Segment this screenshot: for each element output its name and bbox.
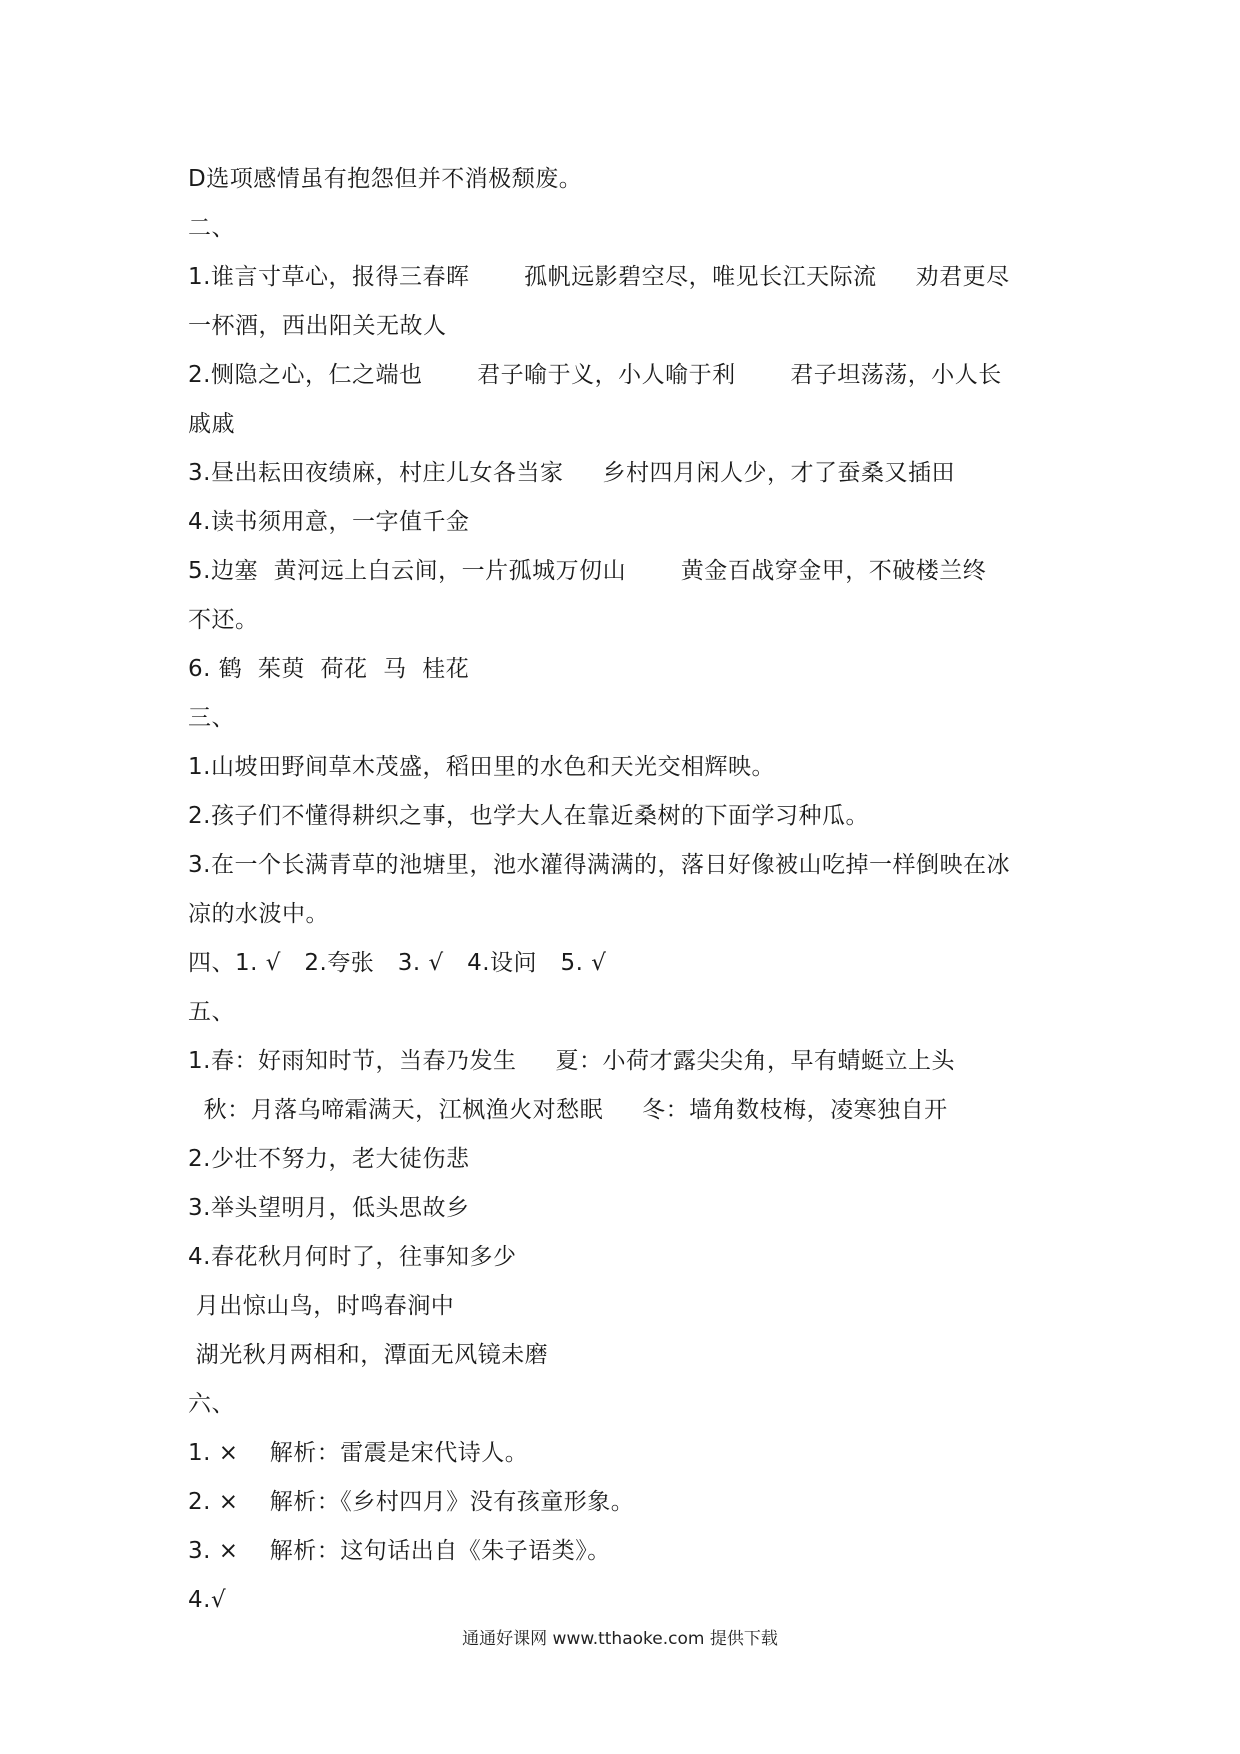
text-line: D选项感情虽有抱怨但并不消极颓废。 bbox=[188, 166, 583, 192]
text-line: 湖光秋月两相和，潭面无风镜未磨 bbox=[188, 1342, 549, 1368]
answer-content bbox=[188, 155, 1068, 1625]
page-footer: 通通好课网 www.tthaoke.com 提供下载 bbox=[462, 1629, 778, 1649]
section-heading: 五、 bbox=[188, 999, 235, 1025]
text-line: 3.举头望明月，低头思故乡 bbox=[188, 1195, 470, 1221]
text-line: 不还。 bbox=[188, 607, 259, 633]
text-line: 1.谁言寸草心，报得三春晖 孤帆远影碧空尽，唯见长江天际流 劝君更尽 bbox=[188, 264, 1010, 290]
text-line: 1.山坡田野间草木茂盛，稻田里的水色和天光交相辉映。 bbox=[188, 754, 775, 780]
section-heading: 四、1. √ 2.夸张 3. √ 4.设问 5. √ bbox=[188, 950, 607, 976]
text-line: 凉的水波中。 bbox=[188, 901, 329, 927]
text-line: 一杯酒，西出阳关无故人 bbox=[188, 313, 447, 339]
text-line: 3.昼出耘田夜绩麻，村庄儿女各当家 乡村四月闲人少，才了蚕桑又插田 bbox=[188, 460, 955, 486]
text-line: 4.√ bbox=[188, 1587, 227, 1613]
text-line: 3. × 解析：这句话出自《朱子语类》。 bbox=[188, 1538, 611, 1564]
text-line: 1.春：好雨知时节，当春乃发生 夏：小荷才露尖尖角，早有蜻蜓立上头 bbox=[188, 1048, 955, 1074]
text-line: 6. 鹤 茱萸 荷花 马 桂花 bbox=[188, 656, 470, 682]
text-line: 4.读书须用意，一字值千金 bbox=[188, 509, 470, 535]
text-line: 月出惊山鸟，时鸣春涧中 bbox=[188, 1293, 455, 1319]
text-line: 5.边塞 黄河远上白云间，一片孤城万仞山 黄金百战穿金甲，不破楼兰终 bbox=[188, 558, 987, 584]
text-line: 2. × 解析：《乡村四月》没有孩童形象。 bbox=[188, 1489, 635, 1515]
text-line: 2.孩子们不懂得耕织之事，也学大人在靠近桑树的下面学习种瓜。 bbox=[188, 803, 869, 829]
section-heading: 二、 bbox=[188, 215, 235, 241]
text-line: 2.少壮不努力，老大徒伤悲 bbox=[188, 1146, 470, 1172]
text-line: 4.春花秋月何时了，往事知多少 bbox=[188, 1244, 517, 1270]
section-heading: 六、 bbox=[188, 1391, 235, 1417]
text-line: 2.恻隐之心，仁之端也 君子喻于义，小人喻于利 君子坦荡荡，小人长 bbox=[188, 362, 1002, 388]
text-line: 1. × 解析：雷震是宋代诗人。 bbox=[188, 1440, 529, 1466]
text-line: 秋：月落乌啼霜满天，江枫渔火对愁眠 冬：墙角数枝梅，凌寒独自开 bbox=[188, 1097, 948, 1123]
text-line: 戚戚 bbox=[188, 411, 235, 437]
section-heading: 三、 bbox=[188, 705, 235, 731]
text-line: 3.在一个长满青草的池塘里，池水灌得满满的，落日好像被山吃掉一样倒映在冰 bbox=[188, 852, 1010, 878]
